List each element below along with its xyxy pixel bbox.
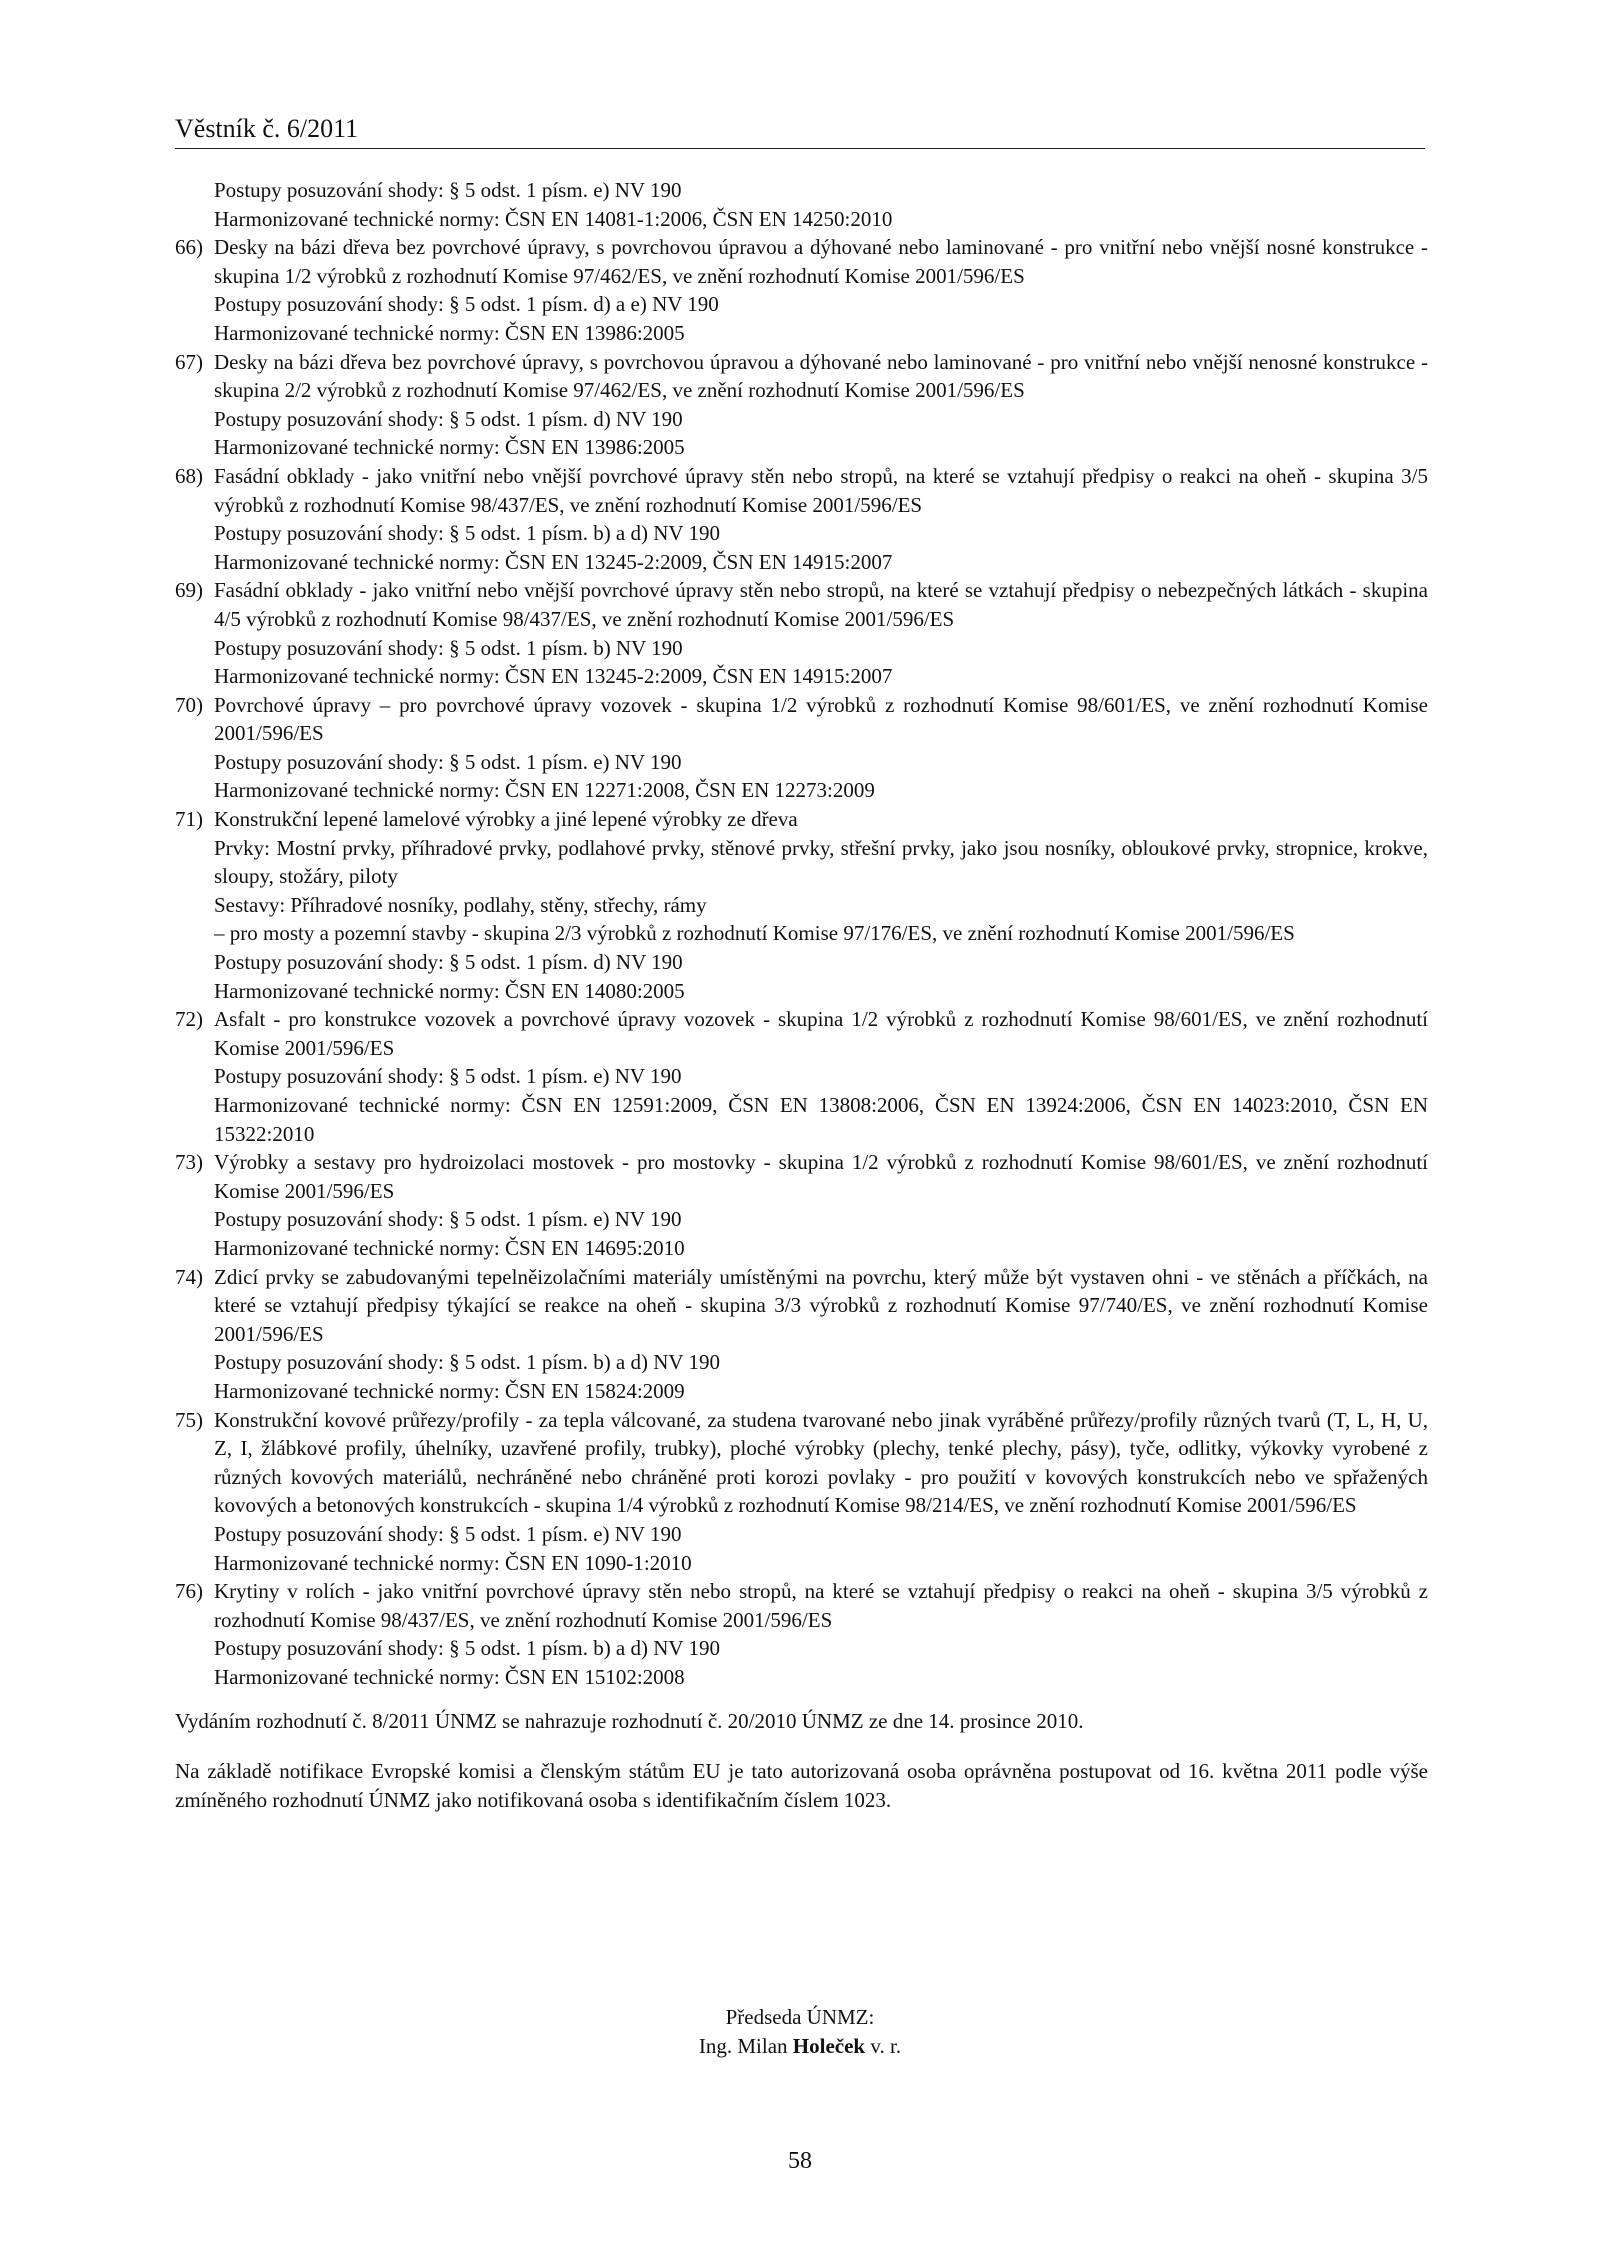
list-item [175,1406,1428,1578]
item-number: 71) [175,807,203,832]
notification-paragraph: Na základě notifikace Evropské komisi a členským státům EU je tato autorizovaná osoba oprávněna postupovat od 16. května 2011 podle výše zmíněného rozhodnutí ÚNMZ jako notifikovaná osoba s identifikačním číslem 1023. [175,1759,1428,1812]
item-text: Výrobky a sestavy pro hydroizolaci mostovek - pro mostovky - skupina 1/2 výrobků z rozhodnutí Komise 98/601/ES, ve znění rozhodnutí Komise 2001/596/ES [214,1150,1428,1203]
item-number: 67) [175,349,203,374]
item-line: Postupy posuzování shody: § 5 odst. 1 písm. e) NV 190 [214,1521,682,1546]
item-number: 70) [175,692,203,717]
list-item [175,691,1428,805]
item-line: Postupy posuzování shody: § 5 odst. 1 písm. b) a d) NV 190 [214,1350,720,1375]
signatory-surname: Holeček [792,2033,866,2058]
item-line: Harmonizované technické normy: ČSN EN 13245-2:2009, ČSN EN 14915:2007 [214,549,893,574]
document-content [175,176,1428,1814]
list-item [175,1005,1428,1148]
item-text: Konstrukční lepené lamelové výrobky a jiné lepené výrobky ze dřeva [214,807,798,832]
item-line: Postupy posuzování shody: § 5 odst. 1 písm. d) NV 190 [214,406,683,431]
item-text: Krytiny v rolích - jako vnitřní povrchové úpravy stěn nebo stropů, na které se vztahují předpisy o reakci na oheň - skupina 3/5 výrobků z rozhodnutí Komise 98/437/ES, ve znění rozhodnutí Komise 2001/596/ES [214,1579,1428,1632]
list-item [175,1577,1428,1691]
item-text: Povrchové úpravy – pro povrchové úpravy vozovek - skupina 1/2 výrobků z rozhodnutí Komise 98/601/ES, ve znění rozhodnutí Komise 2001/596/ES [214,692,1428,746]
list-item [175,805,1428,1005]
page-number: 58 [788,2148,812,2174]
list-item [175,462,1428,576]
item-text: Konstrukční kovové průřezy/profily - za tepla válcované, za studena tvarované nebo jinak vyráběné průřezy/profily různých tvarů (T, L, H, U, Z, I, žlábkové profily, úhelníky, uzavřené profily, trubky), ploché výrobky (plechy, tenké plechy, pásy), tyče, odlitky, výkovky vyrobené z různých kovových materiálů, nechráněné nebo chráněné proti korozi povlaky - pro použití v kovových konstrukcích nebo ve spřažených kovových a betonových konstrukcích - skupina 1/4 výrobků z rozhodnutí Komise 98/214/ES, ve znění rozhodnutí Komise 2001/596/ES [214,1407,1428,1518]
item-line: Harmonizované technické normy: ČSN EN 12271:2008, ČSN EN 12273:2009 [214,778,875,803]
item-line: Sestavy: Příhradové nosníky, podlahy, stěny, střechy, rámy [214,892,707,917]
item-text: Zdicí prvky se zabudovanými tepelněizolačními materiály umístěnými na povrchu, který může být vystaven ohni - ve stěnách a příčkách, na které se vztahují předpisy týkající se reakce na oheň - skupina 3/3 výrobků z rozhodnutí Komise 97/740/ES, ve znění rozhodnutí Komise 2001/596/ES [214,1264,1428,1346]
item-text: Asfalt - pro konstrukce vozovek a povrchové úpravy vozovek - skupina 1/2 výrobků z rozhodnutí Komise 98/601/ES, ve znění rozhodnutí Komise 2001/596/ES [214,1007,1428,1060]
list-item [175,1148,1428,1262]
replacement-paragraph: Vydáním rozhodnutí č. 8/2011 ÚNMZ se nahrazuje rozhodnutí č. 20/2010 ÚNMZ ze dne 14. prosince 2010. [175,1709,1084,1734]
item-line: Harmonizované technické normy: ČSN EN 1090-1:2010 [214,1550,692,1575]
signatory-name: Ing. Milan Holeček v. r. [698,2033,902,2058]
intro-line: Postupy posuzování shody: § 5 odst. 1 písm. e) NV 190 [214,178,682,202]
item-number: 73) [175,1150,203,1175]
journal-title: Věstník č. 6/2011 [175,114,359,143]
item-text: Desky na bázi dřeva bez povrchové úpravy, s povrchovou úpravou a dýhované nebo laminované - pro vnitřní nebo vnější nosné konstrukce - skupina 1/2 výrobků z rozhodnutí Komise 97/462/ES, ve znění rozhodnutí Komise 2001/596/ES [214,235,1428,288]
item-line: Harmonizované technické normy: ČSN EN 13986:2005 [214,435,685,460]
page-header [175,112,1425,149]
item-line: Harmonizované technické normy: ČSN EN 12591:2009, ČSN EN 13808:2006, ČSN EN 13924:2006, ČSN EN 14023:2010, ČSN EN 15322:2010 [214,1093,1428,1146]
item-line: Prvky: Mostní prvky, příhradové prvky, podlahové prvky, stěnové prvky, střešní prvky, jako jsou nosníky, obloukové prvky, stropnice, krokve, sloupy, stožáry, piloty [214,835,1428,889]
item-line: Postupy posuzování shody: § 5 odst. 1 písm. d) a e) NV 190 [214,292,719,317]
signature-block [0,2003,1600,2060]
intro-line: Harmonizované technické normy: ČSN EN 14081-1:2006, ČSN EN 14250:2010 [214,206,893,231]
item-number: 75) [175,1407,203,1432]
item-number: 74) [175,1264,203,1289]
item-line: Harmonizované technické normy: ČSN EN 15102:2008 [214,1664,685,1689]
item-line: Harmonizované technické normy: ČSN EN 14695:2010 [214,1235,685,1260]
item-number: 76) [175,1579,203,1604]
item-line: Harmonizované technické normy: ČSN EN 13986:2005 [214,320,685,345]
item-text: Desky na bázi dřeva bez povrchové úpravy, s povrchovou úpravou a dýhované nebo laminované - pro vnitřní nebo vnější nenosné konstrukce - skupina 2/2 výrobků z rozhodnutí Komise 97/462/ES, ve znění rozhodnutí Komise 2001/596/ES [214,349,1428,403]
item-line: Postupy posuzování shody: § 5 odst. 1 písm. b) NV 190 [214,635,683,660]
item-line: Harmonizované technické normy: ČSN EN 14080:2005 [214,978,685,1003]
item-line: Postupy posuzování shody: § 5 odst. 1 písm. e) NV 190 [214,749,682,774]
list-item [175,1263,1428,1406]
item-line: Postupy posuzování shody: § 5 odst. 1 písm. b) a d) NV 190 [214,1636,720,1661]
list-item [175,348,1428,462]
item-line: Harmonizované technické normy: ČSN EN 13245-2:2009, ČSN EN 14915:2007 [214,664,893,689]
item-line: Harmonizované technické normy: ČSN EN 15824:2009 [214,1378,685,1403]
item-number: 69) [175,578,203,603]
list-item [175,233,1428,347]
item-number: 72) [175,1007,203,1032]
item-line: Postupy posuzování shody: § 5 odst. 1 písm. d) NV 190 [214,950,683,975]
item-line: – pro mosty a pozemní stavby - skupina 2/3 výrobků z rozhodnutí Komise 97/176/ES, ve znění rozhodnutí Komise 2001/596/ES [214,921,1295,946]
list-item [175,576,1428,690]
item-line: Postupy posuzování shody: § 5 odst. 1 písm. e) NV 190 [214,1207,682,1232]
item-text: Fasádní obklady - jako vnitřní nebo vnější povrchové úpravy stěn nebo stropů, na které se vztahují předpisy o reakci na oheň - skupina 3/5 výrobků z rozhodnutí Komise 98/437/ES, ve znění rozhodnutí Komise 2001/596/ES [214,463,1428,517]
item-line: Postupy posuzování shody: § 5 odst. 1 písm. b) a d) NV 190 [214,521,720,546]
item-line: Postupy posuzování shody: § 5 odst. 1 písm. e) NV 190 [214,1064,682,1089]
item-number: 66) [175,235,203,260]
item-text: Fasádní obklady - jako vnitřní nebo vnější povrchové úpravy stěn nebo stropů, na které se vztahují předpisy o nebezpečných látkách - skupina 4/5 výrobků z rozhodnutí Komise 98/437/ES, ve znění rozhodnutí Komise 2001/596/ES [214,578,1428,631]
signatory-role: Předseda ÚNMZ: [725,2005,875,2029]
item-number: 68) [175,463,203,488]
